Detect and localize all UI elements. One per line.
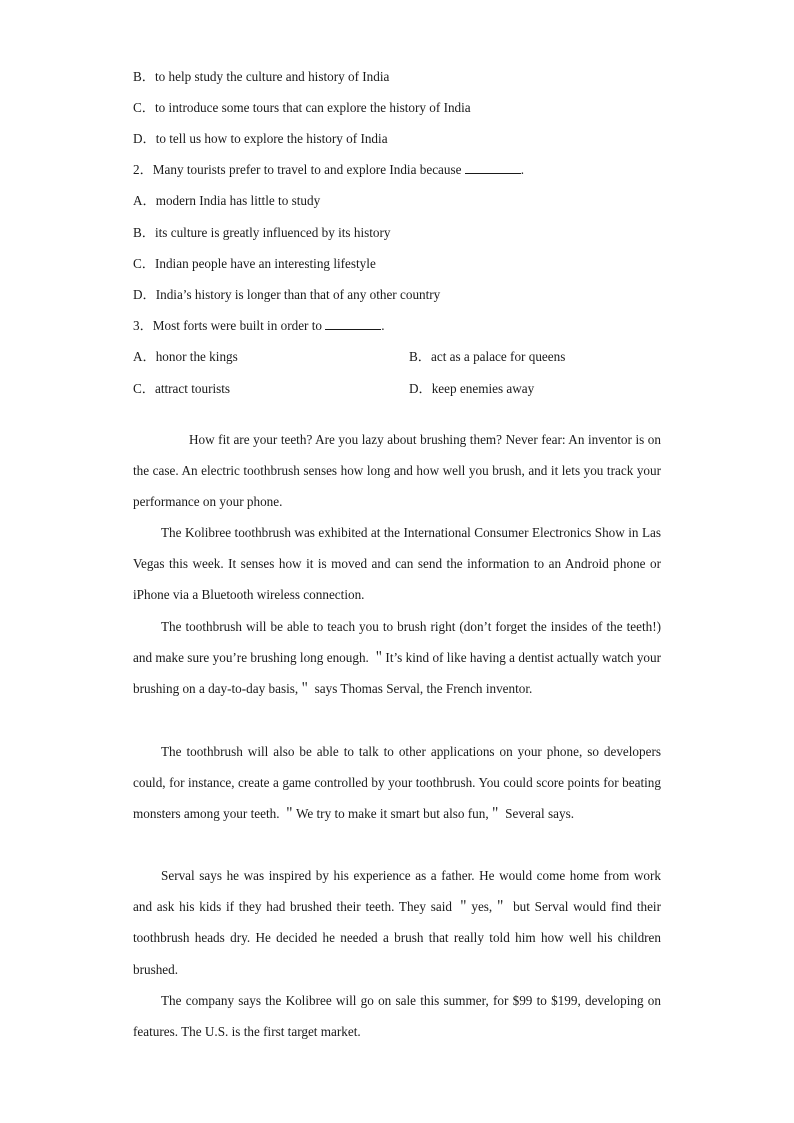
q3-stem (133, 317, 663, 334)
q2-stem-text: 2．Many tourists prefer to travel to and explore India because (133, 162, 462, 177)
q3-option-c: C．attract tourists (133, 381, 231, 396)
q3-option-b: B．act as a palace for queens (409, 349, 566, 364)
q1-option-b: B．to help study the culture and history of India (133, 69, 390, 84)
passage-paragraph-1: How fit are your teeth? Are you lazy about brushing them? Never fear: An inventor is on the case. An electric toothbrush senses how long and how well you brush, and it lets you track your performance on your phone. (133, 432, 661, 510)
passage-paragraph-4: The toothbrush will also be able to talk to other applications on your phone, so developers could, for instance, create a game controlled by your toothbrush. You could score points for beating monsters among your teeth. ＂We try to make it smart but also fun,＂ Several says. (133, 744, 661, 822)
passage-paragraph-3: The toothbrush will be able to teach you to brush right (don’t forget the insides of the teeth!) and make sure you’re brushing long enough. ＂It’s kind of like having a dentist actually watch your brushing on a day-to-day basis,＂ says Thomas Serval, the French inventor. (133, 619, 661, 697)
q3-option-d: D．keep enemies away (409, 381, 535, 396)
q3-stem-text: 3．Most forts were built in order to (133, 318, 322, 333)
q3-answer-blank (325, 317, 381, 330)
q2-option-b: B．its culture is greatly influenced by its history (133, 225, 391, 240)
q3-stem-end: . (381, 318, 385, 333)
q2-option-c: C．Indian people have an interesting lifestyle (133, 256, 376, 271)
passage-paragraph-5: Serval says he was inspired by his experience as a father. He would come home from work and ask his kids if they had brushed their teeth. They said ＂yes,＂ but Serval would find their toothbrush heads dry. He decided he needed a brush that really told him how well his children brushed. (133, 868, 661, 977)
passage-paragraph-6: The company says the Kolibree will go on sale this summer, for $99 to $199, developing on features. The U.S. is the first target market. (133, 993, 661, 1040)
q2-stem-end: . (520, 162, 525, 177)
q2-stem (133, 161, 663, 178)
q1-option-c: C．to introduce some tours that can explore the history of India (133, 100, 471, 115)
q2-option-a: A．modern India has little to study (133, 193, 321, 208)
q1-option-d: D．to tell us how to explore the history of India (133, 131, 388, 146)
q2-answer-blank (465, 161, 521, 174)
q2-option-d: D．India’s history is longer than that of any other country (133, 287, 441, 302)
q3-option-a: A．honor the kings (133, 349, 238, 364)
passage-paragraph-2: The Kolibree toothbrush was exhibited at the International Consumer Electronics Show in Las Vegas this week. It senses how it is moved and can send the information to an Android phone or iPhone via a Bluetooth wireless connection. (133, 525, 661, 603)
